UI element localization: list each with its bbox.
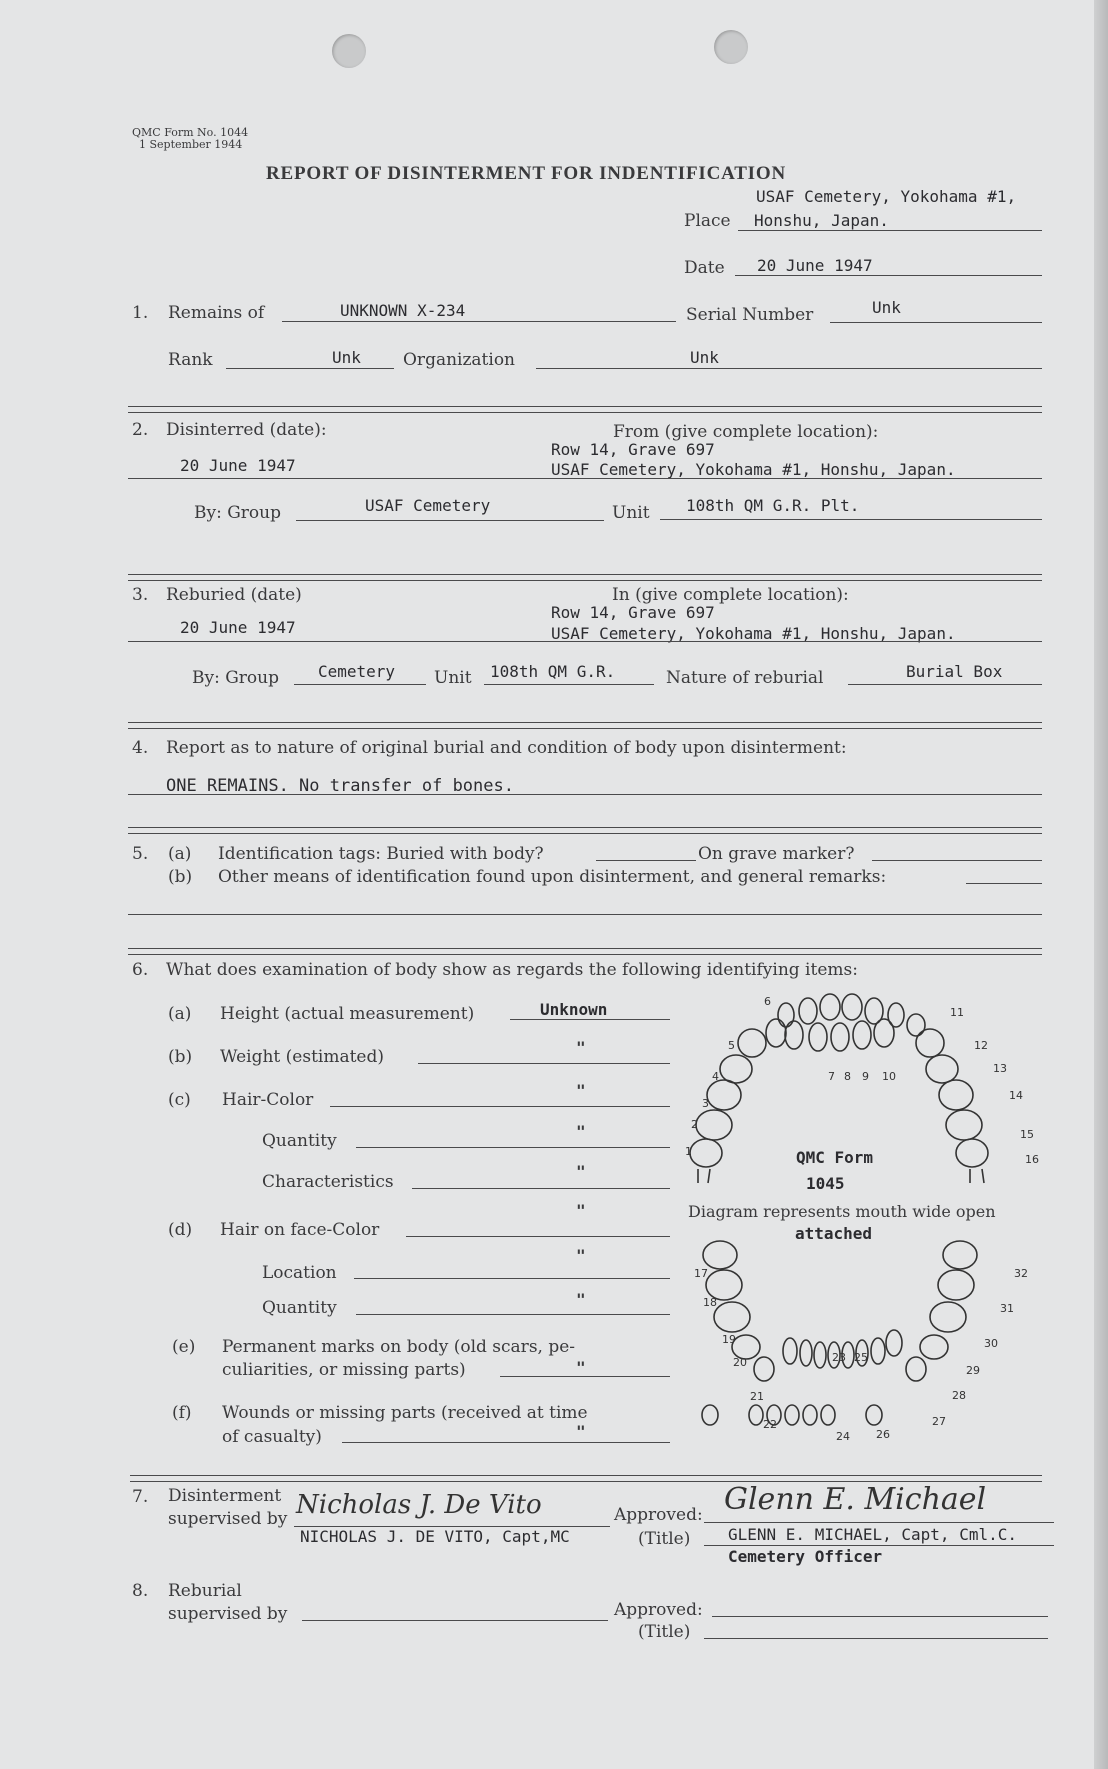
- remains-value: UNKNOWN X-234: [340, 301, 466, 320]
- supervisor-signature: Nicholas J. De Vito: [296, 1490, 542, 1520]
- tooth-number: 15: [1020, 1128, 1034, 1141]
- disinterred-group-value: USAF Cemetery: [365, 496, 491, 515]
- tooth-number: 22: [763, 1418, 777, 1431]
- in-location-line2: USAF Cemetery, Yokohama #1, Honshu, Japan.: [551, 624, 956, 643]
- item6a-letter: (a): [168, 1004, 192, 1024]
- height-label: Height (actual measurement): [220, 1004, 475, 1024]
- supervised-by-label: supervised by: [168, 1509, 288, 1529]
- approver-signature: Glenn E. Michael: [724, 1482, 987, 1517]
- tooth-number: 2: [691, 1118, 698, 1131]
- place-line2: Honshu, Japan.: [754, 211, 889, 230]
- height-value: Unknown: [540, 1000, 608, 1019]
- form-date: 1 September 1944: [139, 138, 243, 151]
- tooth-number: 16: [1025, 1153, 1039, 1166]
- from-label: From (give complete location):: [613, 422, 879, 442]
- tooth-number: 18: [703, 1296, 717, 1309]
- form-number: QMC Form No. 1044: [132, 126, 249, 139]
- organization-label: Organization: [403, 350, 516, 370]
- tooth-number: 4: [712, 1070, 719, 1083]
- item5b-letter: (b): [168, 867, 193, 887]
- disinterred-date: 20 June 1947: [180, 456, 296, 475]
- tooth-number: 7: [828, 1070, 835, 1083]
- paper-edge: [1094, 0, 1108, 1769]
- from-location-line2: USAF Cemetery, Yokohama #1, Honshu, Japan.: [551, 460, 956, 479]
- tooth-number: 12: [974, 1039, 988, 1052]
- tooth-number: 28: [952, 1389, 966, 1402]
- reburied-unit-label: Unit: [434, 668, 472, 688]
- disinterred-unit-label: Unit: [612, 503, 650, 523]
- tooth-number: 21: [750, 1390, 764, 1403]
- grave-marker-label: On grave marker?: [698, 844, 855, 864]
- diagram-caption: Diagram represents mouth wide open: [688, 1202, 996, 1221]
- wounds-label-line2: of casualty): [222, 1427, 322, 1447]
- tooth-number: 20: [733, 1356, 747, 1369]
- tooth-number: 32: [1014, 1267, 1028, 1280]
- hair-color-ditto: ": [576, 1081, 586, 1100]
- item6-label: What does examination of body show as regards the following identifying items:: [166, 960, 858, 980]
- item1-number: 1.: [132, 303, 149, 323]
- nature-value: Burial Box: [906, 662, 1003, 681]
- tooth-number: 17: [694, 1267, 708, 1280]
- reburial-title-label: (Title): [638, 1622, 691, 1642]
- item4-value: ONE REMAINS. No transfer of bones.: [166, 776, 514, 796]
- rank-label: Rank: [168, 350, 213, 370]
- disinterred-unit-value: 108th QM G.R. Plt.: [686, 496, 860, 515]
- tooth-number: 13: [993, 1062, 1007, 1075]
- reburial-supervised-label: supervised by: [168, 1604, 288, 1624]
- in-label: In (give complete location):: [612, 585, 849, 605]
- reburied-group-value: Cemetery: [318, 662, 396, 681]
- tooth-number: 31: [1000, 1302, 1014, 1315]
- face-hair-location-label: Location: [262, 1263, 337, 1283]
- approver-name: GLENN E. MICHAEL, Capt, Cml.C.: [728, 1525, 1017, 1544]
- tooth-number: 23: [832, 1351, 846, 1364]
- face-hair-quantity-label: Quantity: [262, 1298, 337, 1318]
- hair-characteristics-ditto: ": [576, 1162, 586, 1181]
- face-hair-ditto: ": [576, 1201, 586, 1220]
- date-label: Date: [684, 258, 725, 278]
- approver-title: Cemetery Officer: [728, 1547, 883, 1566]
- marks-label-line1: Permanent marks on body (old scars, pe-: [222, 1337, 576, 1357]
- hair-quantity-ditto: ": [576, 1122, 586, 1141]
- approved-label: Approved:: [614, 1505, 703, 1525]
- nature-label: Nature of reburial: [666, 668, 824, 688]
- in-location-line1: Row 14, Grave 697: [551, 603, 715, 622]
- tooth-number: 8: [844, 1070, 851, 1083]
- tooth-number: 5: [728, 1039, 735, 1052]
- face-hair-location-ditto: ": [576, 1246, 586, 1265]
- remains-label: Remains of: [168, 303, 265, 323]
- tooth-number: 26: [876, 1428, 890, 1441]
- item6d-letter: (d): [168, 1220, 193, 1240]
- punch-hole-right: [714, 30, 748, 64]
- tooth-number: 1: [685, 1145, 692, 1158]
- disinterred-group-label: By: Group: [194, 503, 282, 523]
- tooth-number: 10: [882, 1070, 896, 1083]
- tooth-number: 24: [836, 1430, 850, 1443]
- disinterred-label: Disinterred (date):: [166, 420, 327, 440]
- hair-quantity-label: Quantity: [262, 1131, 337, 1151]
- reburial-label: Reburial: [168, 1581, 242, 1601]
- hair-characteristics-label: Characteristics: [262, 1172, 394, 1192]
- rank-value: Unk: [332, 348, 361, 367]
- hair-color-label: Hair-Color: [222, 1090, 314, 1110]
- diagram-attached: attached: [795, 1224, 873, 1243]
- reburied-unit-value: 108th QM G.R.: [490, 662, 616, 681]
- tooth-number: 25: [854, 1351, 868, 1364]
- item7-number: 7.: [132, 1487, 149, 1507]
- item5a-label: Identification tags: Buried with body?: [218, 844, 544, 864]
- place-label: Place: [684, 211, 731, 231]
- tooth-number: 30: [984, 1337, 998, 1350]
- face-hair-label: Hair on face-Color: [220, 1220, 380, 1240]
- serial-label: Serial Number: [686, 305, 814, 325]
- disinterment-label: Disinterment: [168, 1486, 282, 1506]
- serial-value: Unk: [872, 298, 901, 317]
- tooth-number: 9: [862, 1070, 869, 1083]
- diagram-form-number: 1045: [806, 1174, 845, 1193]
- item4-number: 4.: [132, 738, 149, 758]
- item4-label: Report as to nature of original burial and condition of body upon disinterment:: [166, 738, 847, 758]
- marks-ditto: ": [576, 1358, 586, 1377]
- tooth-number: 19: [722, 1333, 736, 1346]
- reburial-approved-label: Approved:: [614, 1600, 703, 1620]
- item5b-label: Other means of identification found upon disinterment, and general remarks:: [218, 867, 887, 887]
- face-hair-quantity-ditto: ": [576, 1290, 586, 1309]
- title-label: (Title): [638, 1529, 691, 1549]
- place-line1: USAF Cemetery, Yokohama #1,: [756, 187, 1017, 206]
- item2-number: 2.: [132, 420, 149, 440]
- tooth-number: 29: [966, 1364, 980, 1377]
- item5-number: 5.: [132, 844, 149, 864]
- item6-number: 6.: [132, 960, 149, 980]
- wounds-ditto: ": [576, 1422, 586, 1441]
- form-title: REPORT OF DISINTERMENT FOR INDENTIFICATION: [266, 163, 786, 184]
- item6c-letter: (c): [168, 1090, 191, 1110]
- item6e-letter: (e): [172, 1337, 196, 1357]
- tooth-number: 3: [702, 1097, 709, 1110]
- item3-number: 3.: [132, 585, 149, 605]
- date-value: 20 June 1947: [757, 256, 873, 275]
- reburied-group-label: By: Group: [192, 668, 280, 688]
- marks-label-line2: culiarities, or missing parts): [222, 1360, 466, 1380]
- from-location-line1: Row 14, Grave 697: [551, 440, 715, 459]
- tooth-number: 27: [932, 1415, 946, 1428]
- supervisor-name: NICHOLAS J. DE VITO, Capt,MC: [300, 1527, 570, 1546]
- tooth-number: 6: [764, 995, 771, 1008]
- weight-label: Weight (estimated): [220, 1047, 384, 1067]
- item6f-letter: (f): [172, 1403, 192, 1423]
- tooth-number: 14: [1009, 1089, 1023, 1102]
- organization-value: Unk: [690, 348, 719, 367]
- wounds-label-line1: Wounds or missing parts (received at time: [222, 1403, 588, 1423]
- diagram-form-label: QMC Form: [796, 1148, 874, 1167]
- weight-ditto: ": [576, 1038, 586, 1057]
- reburied-label: Reburied (date): [166, 585, 302, 605]
- item8-number: 8.: [132, 1581, 149, 1601]
- reburied-date: 20 June 1947: [180, 618, 296, 637]
- item5a-letter: (a): [168, 844, 192, 864]
- punch-hole-left: [332, 34, 366, 68]
- item6b-letter: (b): [168, 1047, 193, 1067]
- tooth-number: 11: [950, 1006, 964, 1019]
